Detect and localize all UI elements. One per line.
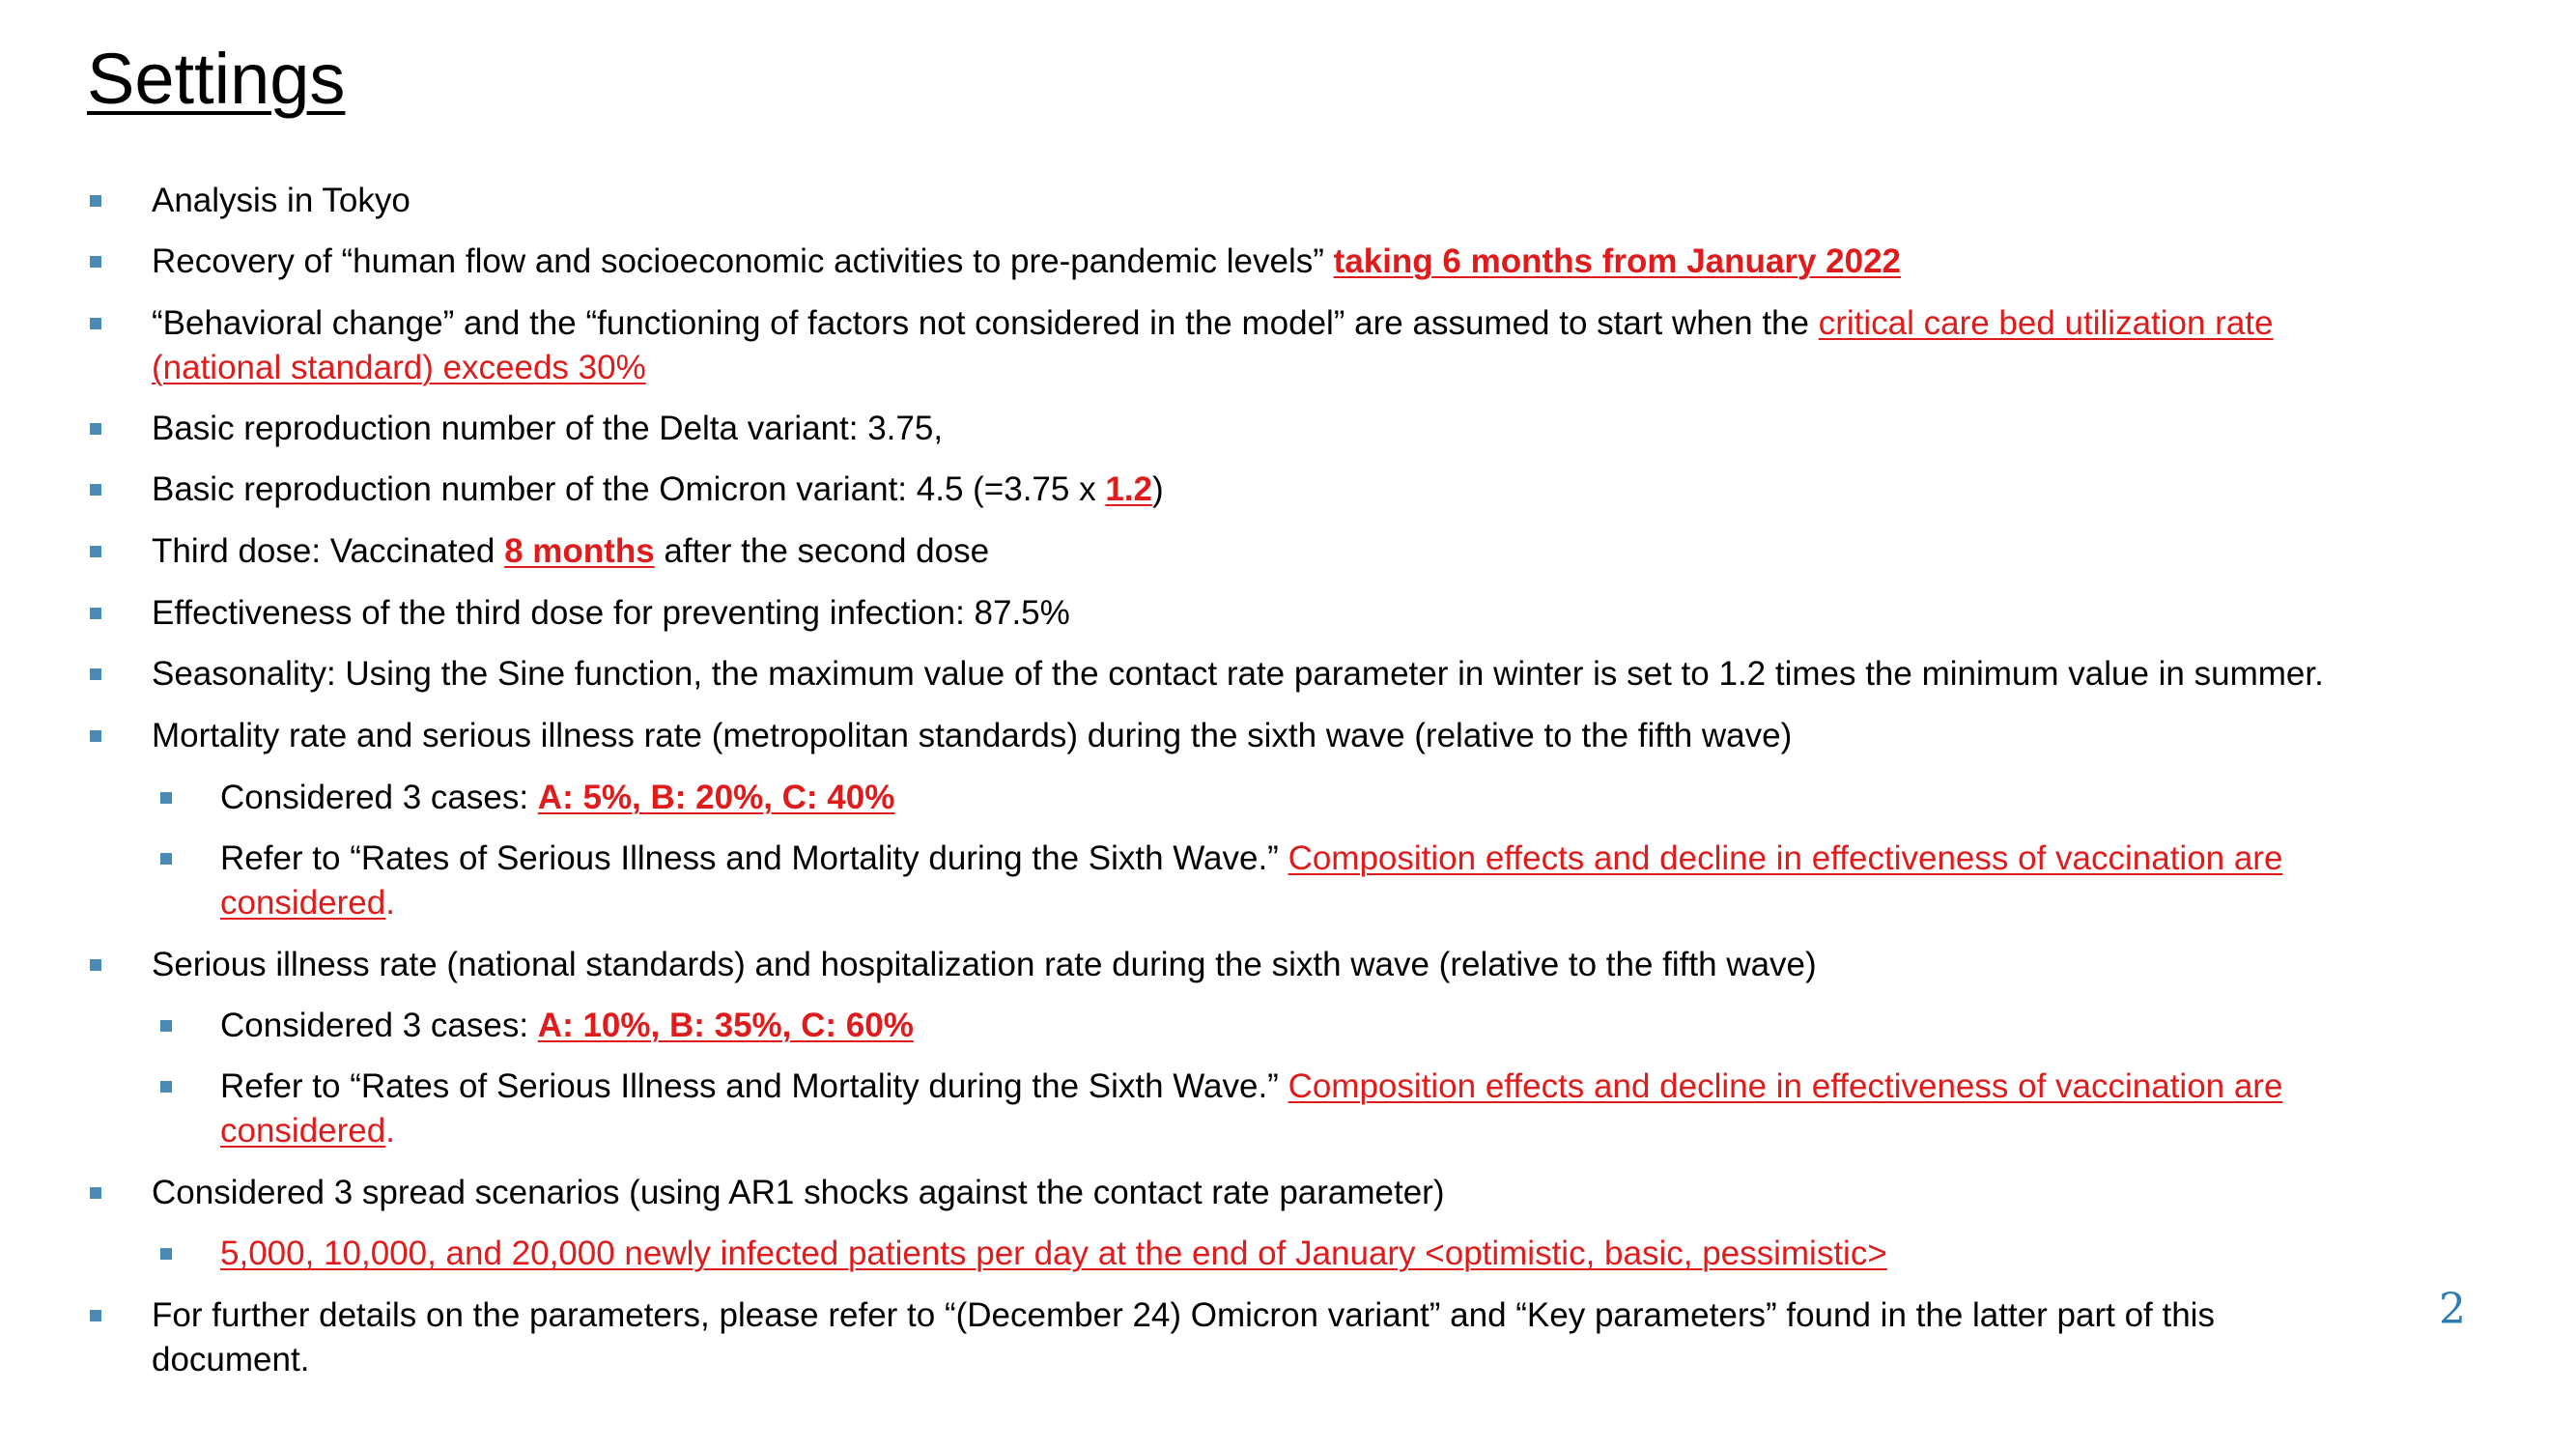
bullet-highlight: A: 5%, B: 20%, C: 40%: [537, 779, 895, 816]
bullet-text-after: .: [385, 884, 395, 922]
bullet-highlight: 1.2: [1105, 470, 1152, 508]
square-bullet-icon: [90, 959, 101, 971]
bullet-highlight: A: 10%, B: 35%, C: 60%: [537, 1007, 914, 1044]
square-bullet-icon: [160, 1248, 172, 1260]
bullet-text: “Behavioral change” and the “functioning of factors not considered in the model” are assumed to start when the: [152, 304, 1819, 342]
square-bullet-icon: [90, 318, 101, 329]
bullet-mortality-rate: [152, 714, 2499, 758]
square-bullet-icon: [90, 256, 101, 268]
bullet-behavioral-change: [152, 301, 2499, 390]
bullet-third-dose-timing: [152, 529, 2499, 574]
square-bullet-icon: [160, 853, 172, 865]
bullet-highlight-continued: considered: [220, 884, 386, 922]
bullet-text: Effectiveness of the third dose for preventing infection: 87.5%: [152, 594, 1070, 632]
square-bullet-icon: [90, 1187, 101, 1199]
sub-bullet-hospitalization-reference: [220, 1065, 2374, 1153]
bullet-highlight: Composition effects and decline in effectiveness of vaccination are: [1288, 839, 2283, 877]
bullet-highlight: Composition effects and decline in effectiveness of vaccination are: [1288, 1067, 2283, 1105]
slide-title: Settings: [87, 39, 346, 119]
bullet-text: Serious illness rate (national standards) and hospitalization rate during the sixth wave (relative to the fifth wave): [152, 946, 1817, 983]
square-bullet-icon: [90, 195, 101, 207]
square-bullet-icon: [160, 1020, 172, 1032]
bullet-text: Basic reproduction number of the Omicron variant: 4.5 (=3.75 x: [152, 470, 1106, 508]
bullet-omicron-r0: [152, 468, 2499, 512]
bullet-text: Analysis in Tokyo: [152, 182, 410, 219]
square-bullet-icon: [90, 668, 101, 680]
square-bullet-icon: [90, 608, 101, 619]
page-number: 2: [2439, 1285, 2466, 1334]
bullet-text: Considered 3 cases:: [220, 1007, 538, 1044]
bullet-analysis-location: [152, 179, 2499, 223]
square-bullet-icon: [90, 1310, 101, 1321]
square-bullet-icon: [160, 792, 172, 804]
square-bullet-icon: [90, 546, 101, 557]
bullet-seasonality: [152, 652, 2499, 696]
bullet-text: Seasonality: Using the Sine function, the maximum value of the contact rate parameter in winter is set to 1.2 times the minimum value in summer.: [152, 655, 2324, 693]
square-bullet-icon: [90, 730, 101, 742]
bullet-text: Recovery of “human flow and socioeconomic activities to pre-pandemic levels”: [152, 242, 1334, 280]
bullet-text-continued: document.: [152, 1341, 310, 1378]
square-bullet-icon: [90, 484, 101, 496]
bullet-highlight: 5,000, 10,000, and 20,000 newly infected patients per day at the end of January <optimistic, basic, pessimistic>: [220, 1235, 1887, 1272]
sub-bullet-hospitalization-cases: [220, 1004, 2374, 1048]
bullet-delta-r0: [152, 407, 2499, 451]
bullet-spread-scenarios: [152, 1171, 2499, 1215]
square-bullet-icon: [90, 423, 101, 435]
bullet-text: Refer to “Rates of Serious Illness and Mortality during the Sixth Wave.”: [220, 839, 1288, 877]
bullet-further-details: [152, 1293, 2499, 1382]
bullet-text-after: .: [385, 1112, 395, 1150]
bullet-text: Basic reproduction number of the Delta variant: 3.75,: [152, 410, 944, 447]
bullet-text-after: ): [1151, 470, 1164, 508]
bullet-text: For further details on the parameters, please refer to “(December 24) Omicron variant” and “Key parameters” found in the latter part of this: [152, 1296, 2215, 1334]
bullet-highlight: critical care bed utilization rate: [1818, 304, 2274, 342]
sub-bullet-mortality-cases: [220, 776, 2374, 820]
sub-bullet-mortality-reference: [220, 837, 2374, 925]
bullet-text: Third dose: Vaccinated: [152, 532, 505, 570]
square-bullet-icon: [160, 1081, 172, 1093]
bullet-highlight: taking 6 months from January 2022: [1333, 242, 1902, 280]
bullet-third-dose-effectiveness: [152, 591, 2499, 636]
bullet-text: Considered 3 spread scenarios (using AR1 shocks against the contact rate parameter): [152, 1174, 1445, 1211]
bullet-text: Refer to “Rates of Serious Illness and Mortality during the Sixth Wave.”: [220, 1067, 1288, 1105]
bullet-highlight: 8 months: [504, 532, 655, 570]
bullet-recovery-timeline: [152, 240, 2499, 284]
bullet-text: Mortality rate and serious illness rate (metropolitan standards) during the sixth wave (relative to the fifth wave): [152, 717, 1793, 754]
bullet-serious-illness-rate: [152, 943, 2499, 987]
bullet-highlight-continued: considered: [220, 1112, 386, 1150]
sub-bullet-scenario-values: [220, 1232, 2374, 1276]
bullet-text-after: after the second dose: [654, 532, 990, 570]
bullet-highlight-continued: (national standard) exceeds 30%: [152, 349, 646, 386]
bullet-text: Considered 3 cases:: [220, 779, 538, 816]
